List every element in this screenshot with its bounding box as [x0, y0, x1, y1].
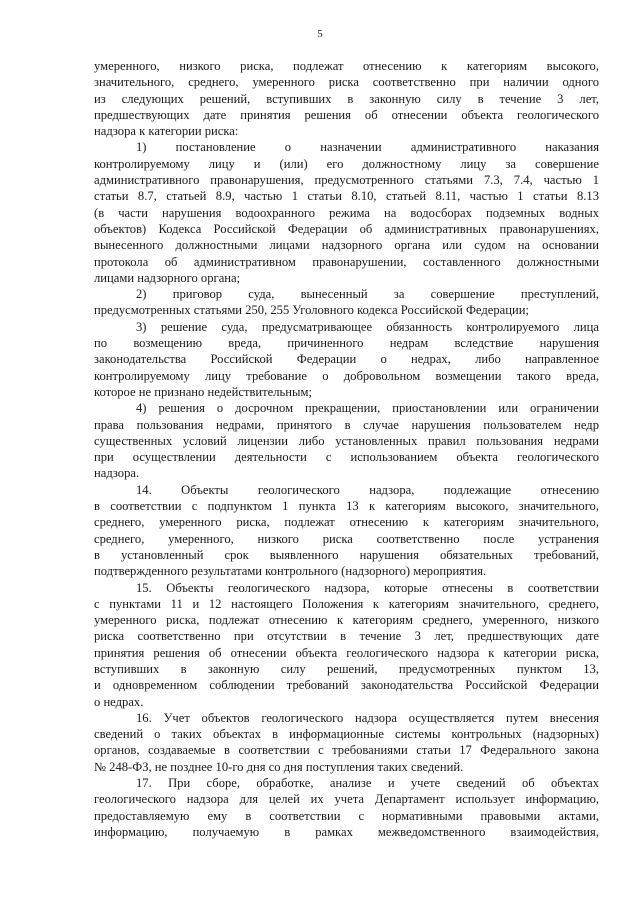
text-line: при осуществлении деятельности с использованием объекта геологического: [94, 450, 599, 465]
text-line: статьи 8.7, статьей 8.9, частью 1 статьи 8.10, статьей 8.11, частью 1 статьи 8.13: [94, 189, 599, 204]
text-line: в соответствии с подпунктом 1 пункта 13 к категориям высокого, значительного,: [94, 499, 599, 514]
text-line: контролируемому лицу требование о добровольном возмещении такого вреда,: [94, 368, 599, 383]
text-line: значительного, среднего, умеренного риска соответственно при наличии одного: [94, 75, 599, 90]
text-line: лицами надзорного органа;: [94, 270, 241, 285]
text-line: предоставляемую ему в соответствии с нормативными правовыми актами,: [94, 808, 599, 823]
text-line: контролируемому лицу и (или) его должностному лицу за совершение: [94, 156, 599, 171]
text-line: существенных условий лицензии либо установленных правил пользования недрами: [94, 433, 599, 448]
text-line: среднего, умеренного риска, подлежат отнесению к категориям значительного,: [94, 515, 599, 530]
text-line: законодательства Российской Федерации о недрах, либо направленное: [94, 352, 599, 367]
text-line: объектов) Кодекса Российской Федерации об административных правонарушениях,: [94, 221, 599, 236]
text-line: права пользования недрами, принятого в случае нарушения пользователем недр: [94, 417, 599, 432]
text-line: с пунктами 11 и 12 настоящего Положения к категориям значительного, среднего,: [94, 596, 599, 611]
text-line: из следующих решений, вступивших в законную силу в течение 3 лет,: [94, 91, 599, 106]
page-number: 5: [317, 28, 323, 40]
document-body: [94, 58, 599, 840]
text-line: надзора к категории риска:: [94, 124, 239, 139]
text-line: (в части нарушения водоохранного режима на водосборах подземных водных: [94, 205, 599, 220]
text-line: вступивших в законную силу решений, предусмотренных пунктом 13,: [94, 661, 599, 676]
text-line: в установленный срок выявленного нарушения обязательных требований,: [94, 547, 599, 562]
text-line: надзора.: [94, 466, 140, 481]
text-line: принятия решения об отнесении объекта геологического надзора к категории риска,: [94, 645, 599, 660]
text-line: административного правонарушения, предусмотренного статьями 7.3, 7.4, частью 1: [94, 173, 599, 188]
text-line: риска соответственно при отсутствии в течение 3 лет, предшествующих дате: [94, 629, 599, 644]
text-line: геологического надзора для целей их учета Департамент использует информацию,: [94, 792, 599, 807]
text-line: протокола об административном правонарушении, составленного должностными: [94, 254, 599, 269]
text-line: 16. Учет объектов геологического надзора осуществляется путем внесения: [136, 710, 599, 725]
text-line: среднего, умеренного, низкого риска соответственно после устранения: [94, 531, 599, 546]
text-line: органов, создаваемые в соответствии с требованиями статьи 17 Федерального закона: [94, 743, 599, 758]
text-line: умеренного риска, подлежат отнесению к категориям среднего, умеренного, низкого: [94, 613, 599, 628]
text-line: предусмотренных статьями 250, 255 Уголовного кодекса Российской Федерации;: [94, 303, 529, 318]
text-line: информацию, получаемую в рамках межведомственного взаимодействия,: [94, 824, 599, 839]
text-line: 4) решения о досрочном прекращении, приостановлении или ограничении: [136, 401, 599, 416]
text-line: предшествующих дате принятия решения об отнесении объекта геологического: [94, 107, 599, 122]
text-line: 3) решение суда, предусматривающее обязанность контролируемого лица: [136, 319, 599, 334]
text-line: 2) приговор суда, вынесенный за совершение преступлений,: [136, 287, 599, 302]
text-line: 15. Объекты геологического надзора, которые отнесены в соответствии: [136, 580, 599, 595]
text-line: и одновременном соблюдении требований законодательства Российской Федерации: [94, 678, 599, 693]
text-line: подтвержденного результатами контрольного (надзорного) мероприятия.: [94, 564, 487, 579]
text-line: 14. Объекты геологического надзора, подлежащие отнесению: [136, 482, 599, 497]
text-line: которое не признано недействительным;: [94, 384, 312, 399]
text-line: вынесенного должностными лицами надзорного органа или судом на основании: [94, 238, 599, 253]
text-line: № 248-ФЗ, не позднее 10-го дня со дня поступления таких сведений.: [94, 759, 464, 774]
text-line: сведений о таких объектах в информационные системы контрольных (надзорных): [94, 727, 599, 742]
text-line: 1) постановление о назначении административного наказания: [136, 140, 599, 155]
text-line: о недрах.: [94, 694, 144, 709]
text-line: 17. При сборе, обработке, анализе и учете сведений об объектах: [136, 776, 599, 791]
text-line: по возмещению вреда, причиненного недрам вследствие нарушения: [94, 336, 599, 351]
text-line: умеренного, низкого риска, подлежат отнесению к категориям высокого,: [94, 59, 599, 73]
